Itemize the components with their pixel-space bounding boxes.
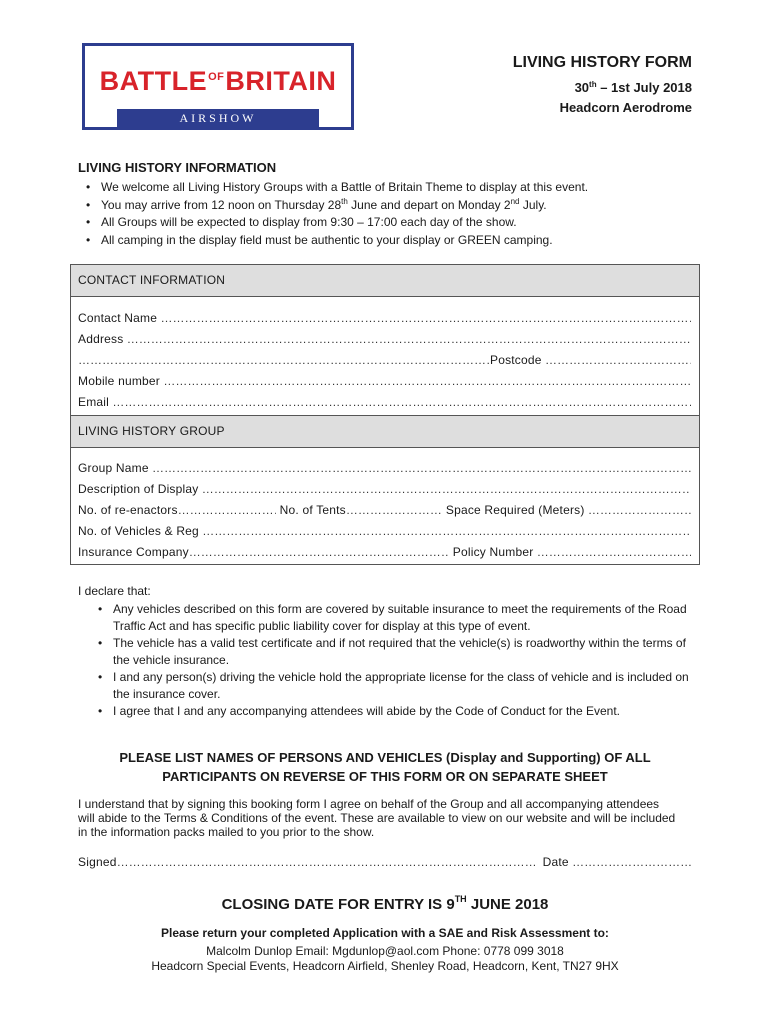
declaration-item: • I agree that I and any accompanying attendees will abide by the Code of Conduct for the Event. bbox=[92, 703, 692, 720]
info-item: • You may arrive from 12 noon on Thursday 28th June and depart on Monday 2nd July. bbox=[80, 197, 700, 215]
mobile-label: Mobile number bbox=[78, 374, 160, 388]
email-label: Email bbox=[78, 395, 110, 409]
group-section-heading: LIVING HISTORY GROUP bbox=[71, 415, 699, 448]
signature-field[interactable] bbox=[117, 854, 537, 870]
mobile-field[interactable] bbox=[78, 373, 691, 389]
postcode-field[interactable] bbox=[542, 352, 691, 368]
return-contact: Malcolm Dunlop Email: Mgdunlop@aol.com Phone: 0778 099 3018 bbox=[206, 944, 564, 958]
date-rest: – 1st July 2018 bbox=[596, 80, 692, 95]
declaration-list bbox=[92, 601, 692, 720]
closing-suffix: TH bbox=[454, 894, 467, 904]
declaration-item: • Any vehicles described on this form are covered by suitable insurance to meet the requirements of the Road Traffic Act and has specific public liability cover for display at this type of event. bbox=[92, 601, 692, 635]
logo-subtitle: AIRSHOW bbox=[117, 109, 319, 127]
space-field[interactable] bbox=[585, 502, 691, 518]
postcode-label: Postcode bbox=[490, 353, 542, 367]
date-field[interactable] bbox=[569, 854, 692, 870]
date-day-suffix: th bbox=[589, 80, 597, 89]
closing-month: JUNE 2018 bbox=[466, 896, 549, 913]
reenactors-field[interactable] bbox=[178, 502, 276, 518]
event-logo bbox=[82, 43, 354, 130]
insurance-row bbox=[78, 544, 691, 560]
group-name-label: Group Name bbox=[78, 461, 149, 475]
declaration-intro: I declare that: bbox=[78, 584, 151, 598]
date-day: 30 bbox=[574, 80, 590, 95]
notice-line-2: PARTICIPANTS ON REVERSE OF THIS FORM OR ON SEPARATE SHEET bbox=[162, 769, 608, 784]
list-participants-notice bbox=[70, 748, 700, 786]
contact-name-field[interactable] bbox=[78, 310, 691, 326]
reenactors-label: No. of re-enactors bbox=[78, 503, 178, 517]
address-line-2[interactable] bbox=[78, 352, 490, 368]
space-label: Space Required (Meters) bbox=[445, 503, 585, 517]
policy-label: Policy Number bbox=[452, 545, 534, 559]
closing-date bbox=[70, 896, 700, 913]
display-description-label: Description of Display bbox=[78, 482, 199, 496]
return-address: Headcorn Special Events, Headcorn Airfield, Shenley Road, Headcorn, Kent, TN27 9HX bbox=[151, 959, 619, 973]
form-title: LIVING HISTORY FORM bbox=[512, 54, 692, 71]
vehicles-label: No. of Vehicles & Reg bbox=[78, 524, 199, 538]
info-item: • All camping in the display field must be authentic to your display or GREEN camping. bbox=[80, 232, 700, 250]
event-venue: Headcorn Aerodrome bbox=[559, 100, 692, 115]
contact-section-heading: CONTACT INFORMATION bbox=[71, 265, 699, 297]
agreement-text: I understand that by signing this booking form I agree on behalf of the Group and all accompanying attendees will abide to the Terms & Conditions of the event. These are available to view on our website and will be included in the information packs mailed to you prior to the show. bbox=[78, 797, 676, 839]
policy-field[interactable] bbox=[533, 544, 691, 560]
tents-field[interactable] bbox=[346, 502, 442, 518]
event-dates bbox=[575, 80, 692, 95]
closing-text: CLOSING DATE FOR ENTRY IS 9 bbox=[221, 896, 455, 913]
signed-label: Signed bbox=[78, 855, 117, 869]
info-item: • All Groups will be expected to display from 9:30 – 17:00 each day of the show. bbox=[80, 214, 700, 232]
notice-line-1: PLEASE LIST NAMES OF PERSONS AND VEHICLES (Display and Supporting) OF ALL bbox=[119, 750, 651, 765]
vehicles-field[interactable] bbox=[78, 523, 691, 539]
numbers-row bbox=[78, 502, 691, 518]
registration-form bbox=[70, 264, 700, 565]
insurance-field[interactable] bbox=[189, 544, 449, 560]
display-description-field[interactable] bbox=[78, 481, 691, 497]
declaration-item: • I and any person(s) driving the vehicle hold the appropriate license for the class of vehicle and is included on the insurance cover. bbox=[92, 669, 692, 703]
logo-word-britain: BRITAIN bbox=[225, 66, 337, 96]
logo-word-of: OF bbox=[208, 71, 225, 83]
date-label: Date bbox=[542, 855, 569, 869]
info-list bbox=[80, 179, 700, 249]
logo-title bbox=[85, 66, 351, 97]
logo-word-battle: BATTLE bbox=[99, 66, 208, 96]
contact-name-label: Contact Name bbox=[78, 311, 158, 325]
group-name-field[interactable] bbox=[78, 460, 691, 476]
email-field[interactable] bbox=[78, 394, 691, 410]
address-postcode-row[interactable] bbox=[78, 352, 691, 368]
return-instruction: Please return your completed Application with a SAE and Risk Assessment to: bbox=[161, 926, 609, 940]
address-field[interactable] bbox=[78, 331, 691, 347]
info-section-title: LIVING HISTORY INFORMATION bbox=[78, 160, 277, 175]
tents-label: No. of Tents bbox=[279, 503, 346, 517]
declaration-item: • The vehicle has a valid test certificate and if not required that the vehicle(s) is roadworthy within the terms of the vehicle insurance. bbox=[92, 635, 692, 669]
insurance-label: Insurance Company bbox=[78, 545, 189, 559]
info-item: • We welcome all Living History Groups with a Battle of Britain Theme to display at this event. bbox=[80, 179, 700, 197]
signature-row bbox=[78, 854, 692, 870]
address-label: Address bbox=[78, 332, 124, 346]
